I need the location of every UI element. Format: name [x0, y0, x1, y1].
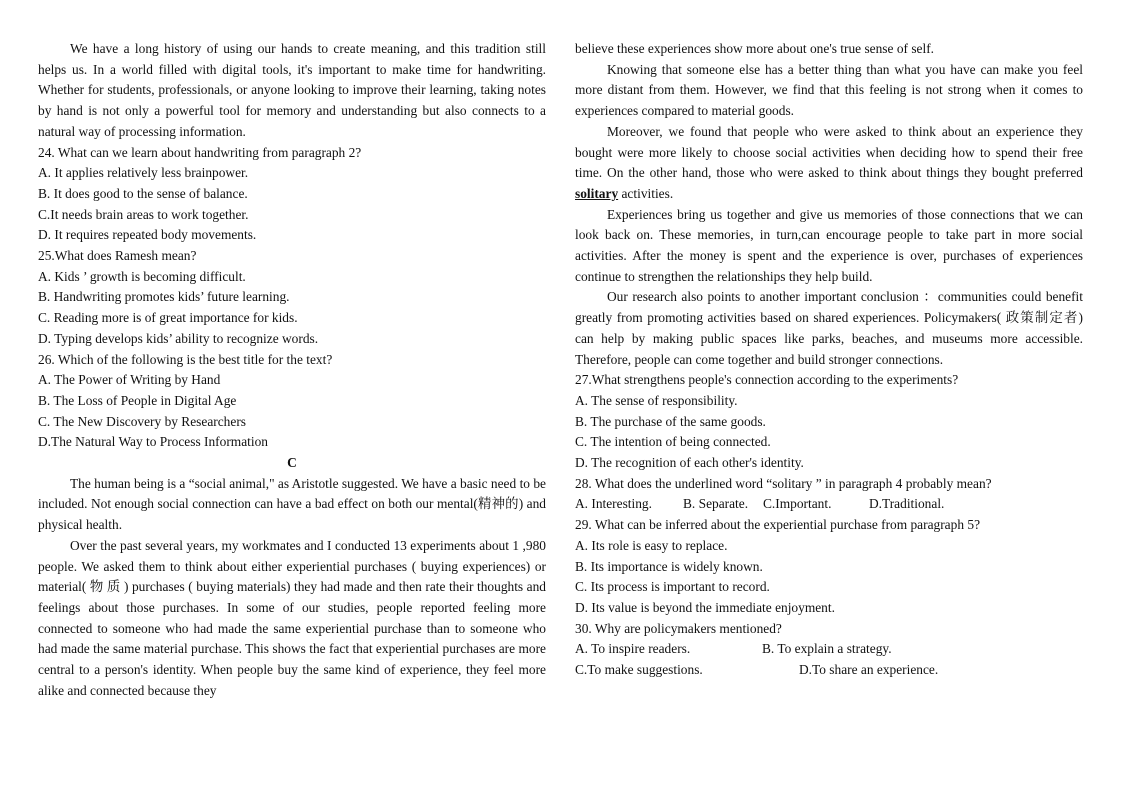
passage-c-paragraph-2: Over the past several years, my workmates and I conducted 13 experiments about 1 ,980 people. We asked them to think about either experiential purchases ( buying experiences) or material( 物 质 ) purchases ( buying materials) they had made and then rate their thoughts and feelings about those purchases. In some of our studies, people reported feeling more connected to someone who had made the same experiential purchase than to someone who had made the same material purchase. This shows the fact that experiential purchases are more central to a person's identity. When people buy the same kind of experience, they feel more alike and connected because they	[38, 537, 546, 698]
passage-c-paragraph-3: Knowing that someone else has a better thing than what you have can make you feel more distant from them. However, we find that this feeling is not strong when it comes to experiences compared to material goods.	[575, 61, 1083, 119]
paragraph-text: Moreover, we found that people who were asked to think about an experience they bought were more likely to choose social activities when deciding how to spend their free time. On the other hand, those who were asked to think about things they bought preferred	[575, 123, 1083, 181]
question-stem: 28. What does the underlined word “solitary ” in paragraph 4 probably mean?	[575, 475, 992, 491]
passage-c-paragraph-5: Experiences bring us together and give us memories of those connections that we can look back on. These memories, in turn,can encourage people to take part in more social activities. After the money is spent and the experience is over, purchases of experiences continue to strengthen the relationships they help build.	[575, 206, 1083, 284]
option-c: C.To make suggestions.	[575, 662, 703, 678]
options-row	[575, 639, 1083, 660]
option-b: B. To explain a strategy.	[762, 641, 892, 657]
options-row	[575, 660, 1083, 681]
option-b: B. The purchase of the same goods.	[575, 413, 766, 429]
passage-c-paragraph-1: The human being is a “social animal," as Aristotle suggested. We have a basic need to be included. Not enough social connection can have a bad effect on both our mental(精神的) and physical health.	[38, 475, 546, 533]
option-d: D.The Natural Way to Process Information	[38, 434, 268, 450]
option-c: C. Its process is important to record.	[575, 579, 770, 595]
option-b: B. Separate.	[683, 496, 749, 512]
option-b: B. It does good to the sense of balance.	[38, 185, 248, 201]
option-c: C. Reading more is of great importance for kids.	[38, 310, 298, 326]
passage-b-paragraph: We have a long history of using our hands to create meaning, and this tradition still helps us. In a world filled with digital tools, it's important to make time for handwriting. Whether for students, professionals, or anyone looking to improve their learning, taking notes by hand is not only a powerful tool for memory and understanding but also connects to a natural way of processing information.	[38, 41, 546, 139]
option-b: B. Its importance is widely known.	[575, 558, 763, 574]
question-stem: 25.What does Ramesh mean?	[38, 248, 197, 264]
question-24	[38, 143, 546, 247]
question-stem: 24. What can we learn about handwriting from paragraph 2?	[38, 144, 362, 160]
option-b: B. Handwriting promotes kids’ future learning.	[38, 289, 290, 305]
passage-c-paragraph-4	[575, 122, 1083, 205]
option-a: A. The Power of Writing by Hand	[38, 372, 221, 388]
option-d: D.To share an experience.	[799, 662, 939, 678]
option-a: A. Its role is easy to replace.	[575, 537, 728, 553]
option-b: B. The Loss of People in Digital Age	[38, 392, 237, 408]
option-a: A. To inspire readers.	[575, 641, 691, 657]
option-d: D. The recognition of each other's identity.	[575, 455, 804, 471]
question-29	[575, 515, 1083, 619]
option-d: D. Typing develops kids’ ability to recognize words.	[38, 330, 319, 346]
option-c: C.It needs brain areas to work together.	[38, 206, 249, 222]
question-stem: 26. Which of the following is the best title for the text?	[38, 351, 333, 367]
option-d: D.Traditional.	[869, 496, 945, 512]
question-25	[38, 246, 546, 350]
underlined-word: solitary	[575, 185, 619, 201]
option-c: C. The New Discovery by Researchers	[38, 413, 246, 429]
option-a: A. It applies relatively less brainpower.	[38, 165, 249, 181]
option-c: C.Important.	[763, 496, 832, 512]
paragraph-text: activities.	[618, 185, 674, 201]
left-column	[38, 39, 546, 702]
section-heading: C	[287, 455, 297, 471]
question-30	[575, 619, 1083, 681]
option-d: D. It requires repeated body movements.	[38, 227, 257, 243]
passage-c-paragraph-2-continued: believe these experiences show more about one's true sense of self.	[575, 41, 934, 56]
question-27	[575, 370, 1083, 474]
passage-c-paragraph-6: Our research also points to another important conclusion ：communities could benefit greatly from promoting activities based on shared experiences. Policymakers( 政策制定者) can help by making public spaces like parks, beaches, and museums more accessible. Therefore, people can come together and build stronger connections.	[575, 289, 1083, 367]
option-d: D. Its value is beyond the immediate enjoyment.	[575, 599, 835, 615]
question-26	[38, 350, 546, 454]
question-stem: 29. What can be inferred about the experiential purchase from paragraph 5?	[575, 517, 981, 533]
option-c: C. The intention of being connected.	[575, 434, 771, 450]
option-a: A. Interesting.	[575, 496, 652, 512]
right-column	[575, 39, 1083, 681]
question-stem: 30. Why are policymakers mentioned?	[575, 620, 782, 636]
question-28	[575, 474, 1083, 515]
option-a: A. Kids ’ growth is becoming difficult.	[38, 268, 246, 284]
option-a: A. The sense of responsibility.	[575, 392, 738, 408]
question-stem: 27.What strengthens people's connection according to the experiments?	[575, 372, 959, 388]
options-row	[575, 494, 1083, 515]
